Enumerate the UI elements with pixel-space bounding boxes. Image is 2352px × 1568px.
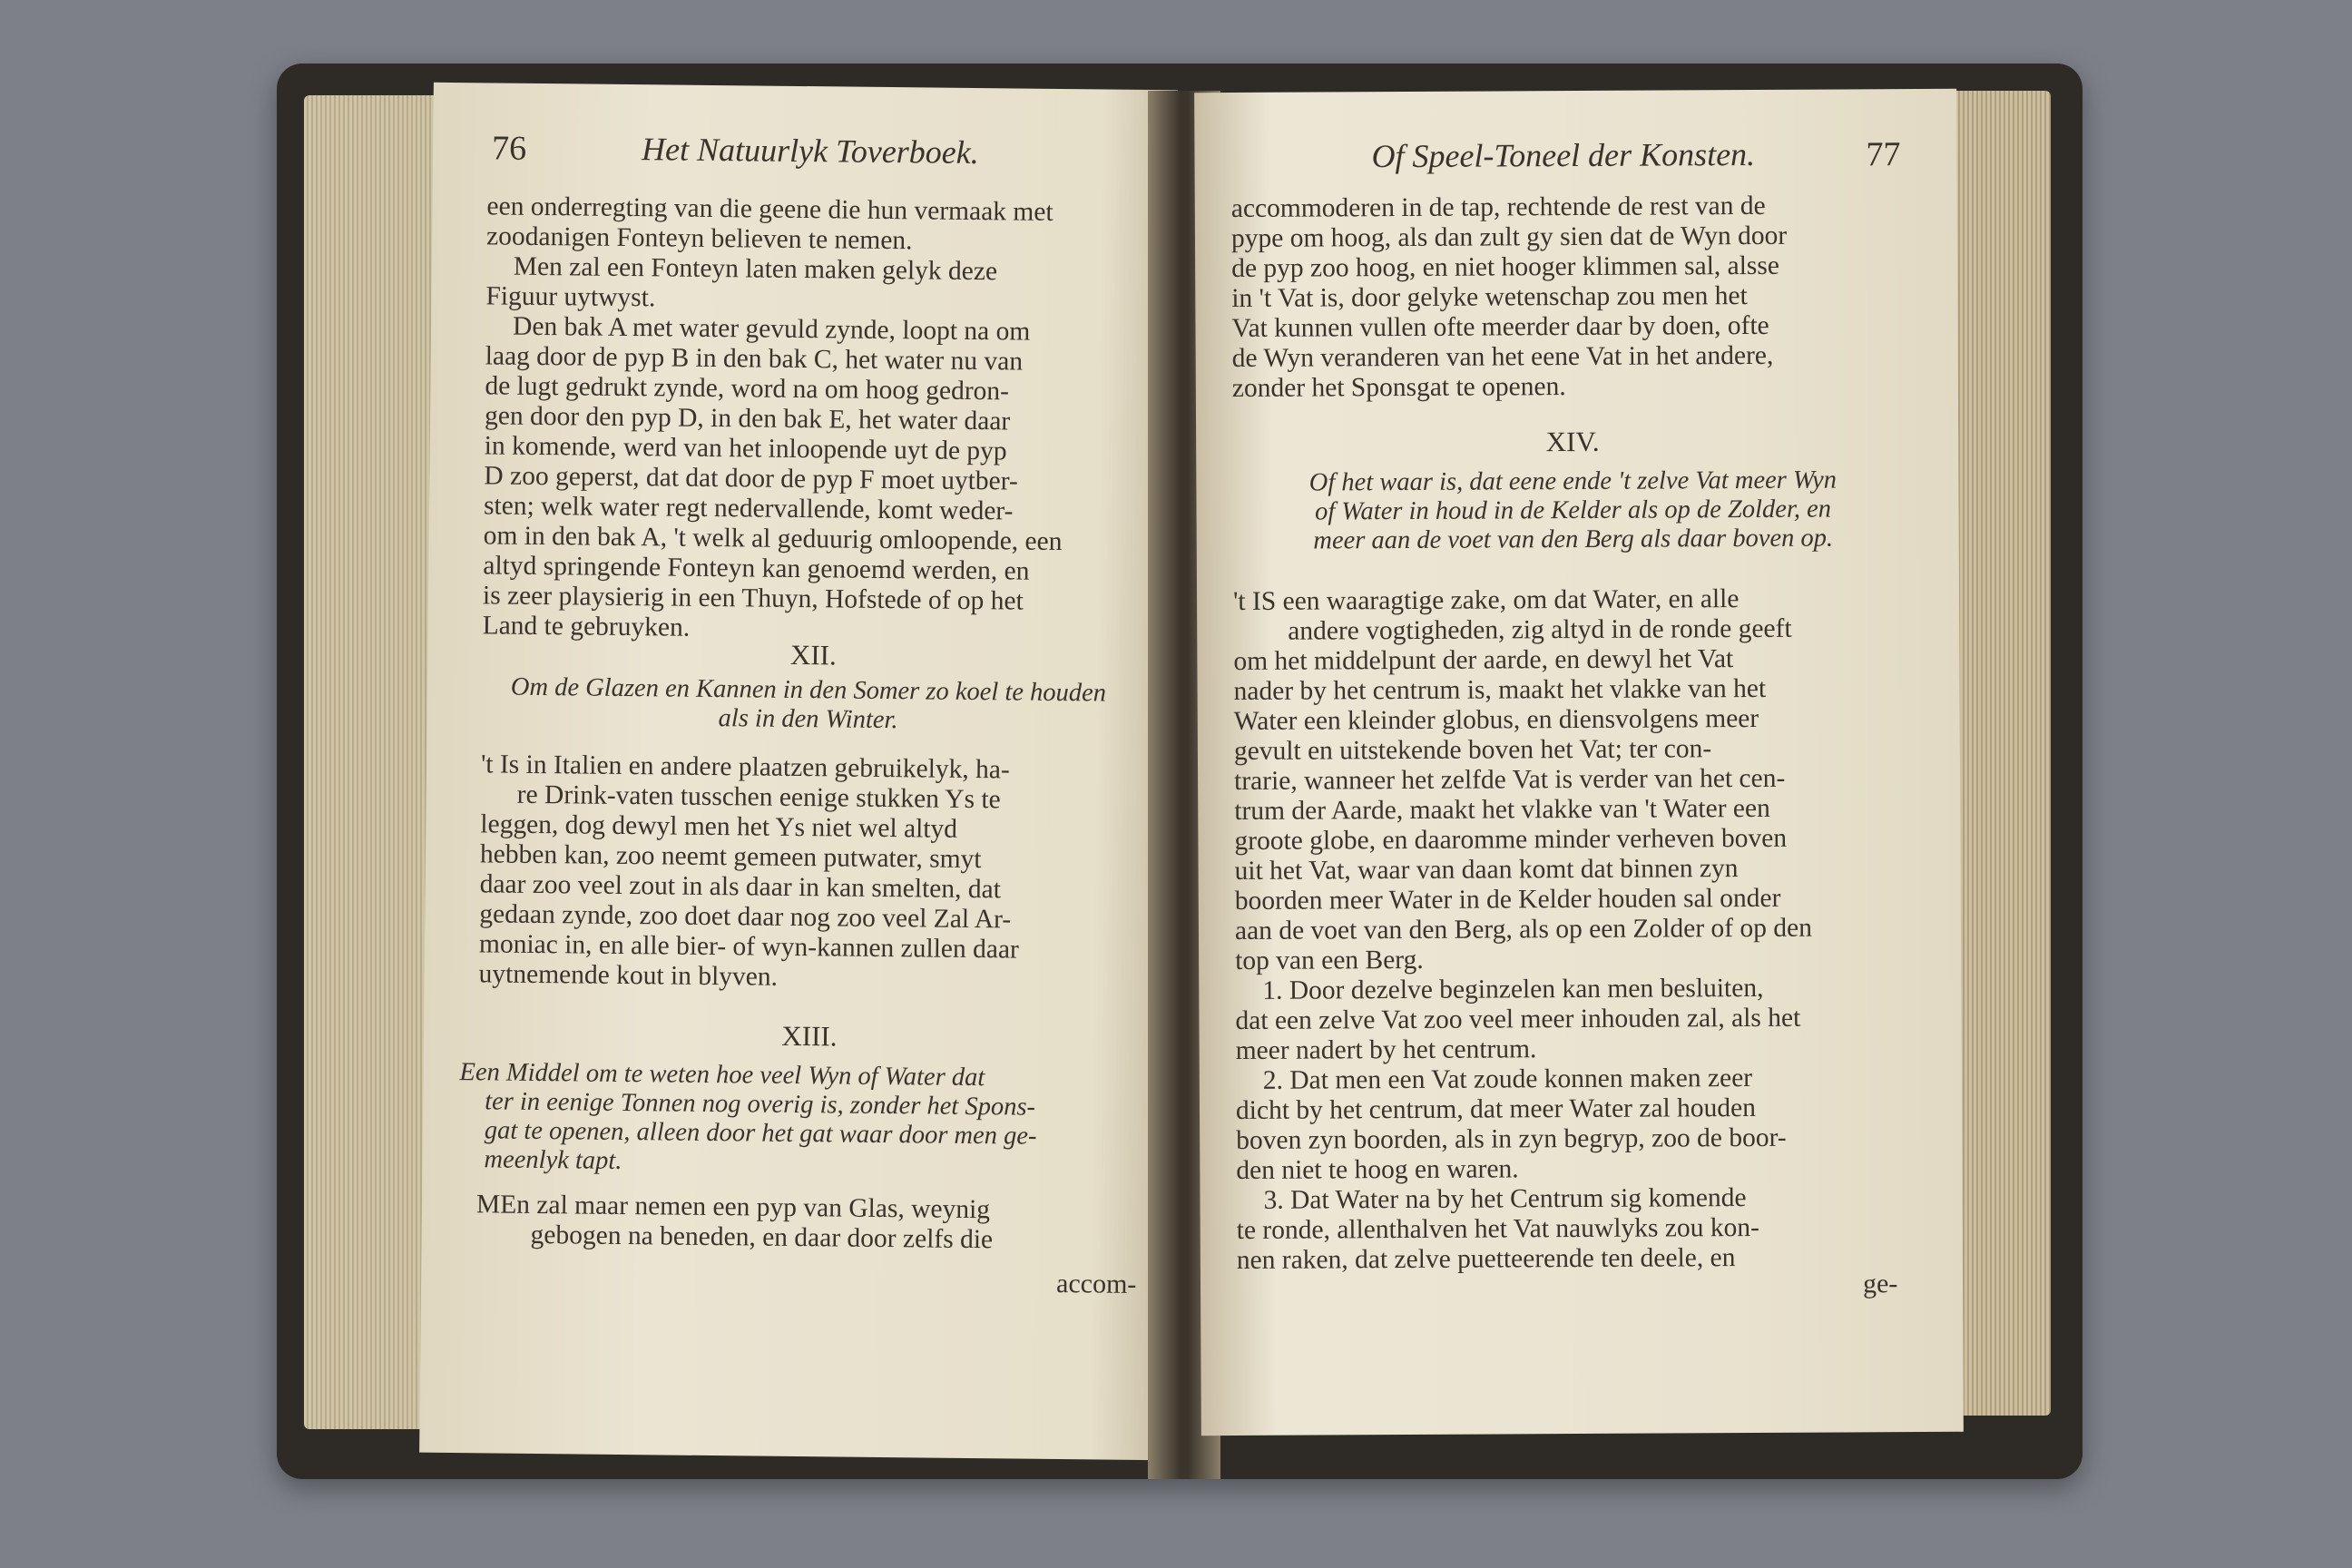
left-top-text [482,191,1149,648]
text-line: meer nadert by het centrum. [1235,1034,1537,1065]
text-line: altyd springende Fonteyn kan genoemd werden, en [483,551,1030,586]
right-page-number: 77 [1866,135,1901,174]
text-line: andere vogtigheden, zig altyd in de ronde geeft [1288,613,1792,646]
text-line: accommoderen in de tap, rechtende de rest van de [1230,191,1766,223]
text-line: hebben kan, zoo neemt gemeen putwater, smyt [479,839,982,875]
text-line: gevult en uitstekende boven het Vat; ter con- [1233,734,1712,766]
text-line: groote globe, en daaromme minder verheven boven [1234,823,1788,856]
text-line: moniac in, en alle bier- of wyn-kannen zullen daar [478,929,1020,965]
left-running-head: Het Natuurlyk Toverboek. [641,131,979,172]
text-line: uit het Vat, waar van daan komt dat binnen zyn [1234,854,1739,886]
text-line: Land te gebruyken. [482,611,691,642]
right-top-text [1231,191,1913,404]
text-line: aan de voet van den Berg, als op een Zolder of op den [1234,913,1812,946]
text-line: is zeer playsierig in een Thuyn, Hofstede of op het [482,581,1024,616]
text-line: Men zal een Fonteyn laten maken gelyk deze [513,251,998,287]
section-xiv-text [1233,583,1917,1276]
right-page [1194,89,1964,1436]
section-title-line: meenlyk tapt. [484,1145,622,1175]
section-xii-title [463,672,1153,738]
text-line: sten; welk water regt nedervallende, komt weder- [483,491,1014,526]
section-xiv-title [1223,466,1922,556]
section-title-line: gat te openen, alleen door het gat waar door men ge- [484,1116,1037,1151]
text-line: MEn zal maar nemen een pyp van Glas, weynig [475,1190,991,1225]
text-line: Figuur uytwyst. [485,281,656,313]
text-line: Den bak A met water gevuld zynde, loopt na om [512,311,1031,347]
text-line: te ronde, allenthalven het Vat nauwlyks zou kon- [1236,1212,1759,1245]
text-line: boven zyn boorden, als in zyn begryp, zoo de boor- [1236,1122,1787,1155]
left-page [419,83,1178,1461]
text-line: pype om hoog, als dan zult gy sien dat de Wyn door [1230,220,1788,253]
text-line: gedaan zynde, zoo doet daar nog zoo veel Zal Ar- [479,899,1012,935]
section-xiv-numeral: XIV. [1545,425,1600,458]
text-line: om in den bak A, 't welk al geduurig omloopende, een [483,521,1063,557]
text-line: daar zoo veel zout in als daar in kan smelten, dat [479,869,1002,905]
text-line: zonder het Sponsgat te openen. [1231,372,1566,403]
text-line: gebogen na beneden, en daar door zelfs die [530,1220,994,1255]
text-line: 1. Door dezelve beginzelen kan men besluiten, [1262,973,1764,1005]
text-line: uytnemende kout in blyven. [478,959,779,992]
text-line: 't IS een waaragtige zake, om dat Water, en alle [1232,584,1740,616]
section-title-line: of Water in houd in de Kelder als op de Zolder, en [1315,495,1832,526]
section-title-line: ter in eenige Tonnen nog overig is, zonder het Spons- [485,1087,1036,1122]
text-line: in komende, werd van het inloopende uyt de pyp [484,431,1007,466]
section-title-line: Om de Glazen en Kannen in den Somer zo koel te houden [510,672,1107,708]
section-xii-text [478,750,1143,996]
section-title-line: als in den Winter. [718,704,898,735]
text-line: 2. Dat men een Vat zoude konnen maken zeer [1262,1063,1753,1095]
text-line: leggen, dog dewyl men het Ys niet wel altyd [480,809,958,844]
section-xiii-text [475,1190,1139,1257]
text-line: boorden meer Water in de Kelder houden sal onder [1234,883,1781,916]
text-line: den niet te hoog en waren. [1236,1154,1519,1185]
section-title-line: Of het waar is, dat eene ende 't zelve Vat meer Wyn [1308,466,1838,497]
text-line: trum der Aarde, maakt het vlakke van 't Water een [1234,793,1770,826]
text-line: gen door den pyp D, in den bak E, het water daar [484,401,1011,436]
left-page-number: 76 [491,129,527,168]
text-line: re Drink-vaten tusschen eenige stukken Ys te [516,779,1001,815]
right-catchword: ge- [1862,1269,1898,1299]
text-line: 't Is in Italien en andere plaatzen gebruikelyk, ha- [480,750,1010,785]
text-line: nader by het centrum is, maakt het vlakke van het [1233,673,1767,706]
text-line: de lugt gedrukt zynde, word na om hoog gedron- [485,371,1010,407]
text-line: D zoo geperst, dat dat door de pyp F moet uytber- [484,461,1018,496]
section-title-line: meer aan de voet van den Berg als daar boven op. [1313,524,1834,555]
section-xiii-numeral: XIII. [781,1019,838,1053]
section-xiii-title [458,1058,1149,1181]
text-line: in 't Vat is, door gelyke wetenschap zou men het [1231,281,1748,313]
text-line: dat een zelve Vat zoo veel meer inhouden zal, als het [1235,1003,1801,1035]
left-catchword: accom- [1055,1269,1137,1299]
text-line: nen raken, dat zelve puetteerende ten deele, en [1236,1243,1736,1275]
text-line: trarie, wanneer het zelfde Vat is verder van het cen- [1234,763,1786,796]
text-line: een onderregting van die geene die hun vermaak met [486,191,1054,227]
text-line: Vat kunnen vullen ofte meerder daar by doen, ofte [1231,310,1769,343]
text-line: dicht by het centrum, dat meer Water zal houden [1235,1093,1757,1125]
text-line: laag door de pyp B in den bak C, het water nu van [485,341,1024,377]
left-page-edges [304,95,440,1429]
text-line: zoodanigen Fonteyn believen te nemen. [485,221,913,256]
section-title-line: Een Middel om te weten hoe veel Wyn of Water dat [459,1058,985,1093]
text-line: top van een Berg. [1235,945,1424,975]
text-line: de pyp zoo hoog, en niet hooger klimmen sal, alsse [1231,250,1780,283]
text-line: de Wyn veranderen van het eene Vat in het andere, [1231,340,1774,373]
right-running-head: Of Speel-Toneel der Konsten. [1371,135,1756,175]
text-line: om het middelpunt der aarde, en dewyl het Vat [1233,644,1734,676]
text-line: Water een kleinder globus, en diensvolgens meer [1233,703,1759,736]
section-xii-numeral: XII. [789,638,837,671]
text-line: 3. Dat Water na by het Centrum sig komende [1263,1183,1747,1215]
